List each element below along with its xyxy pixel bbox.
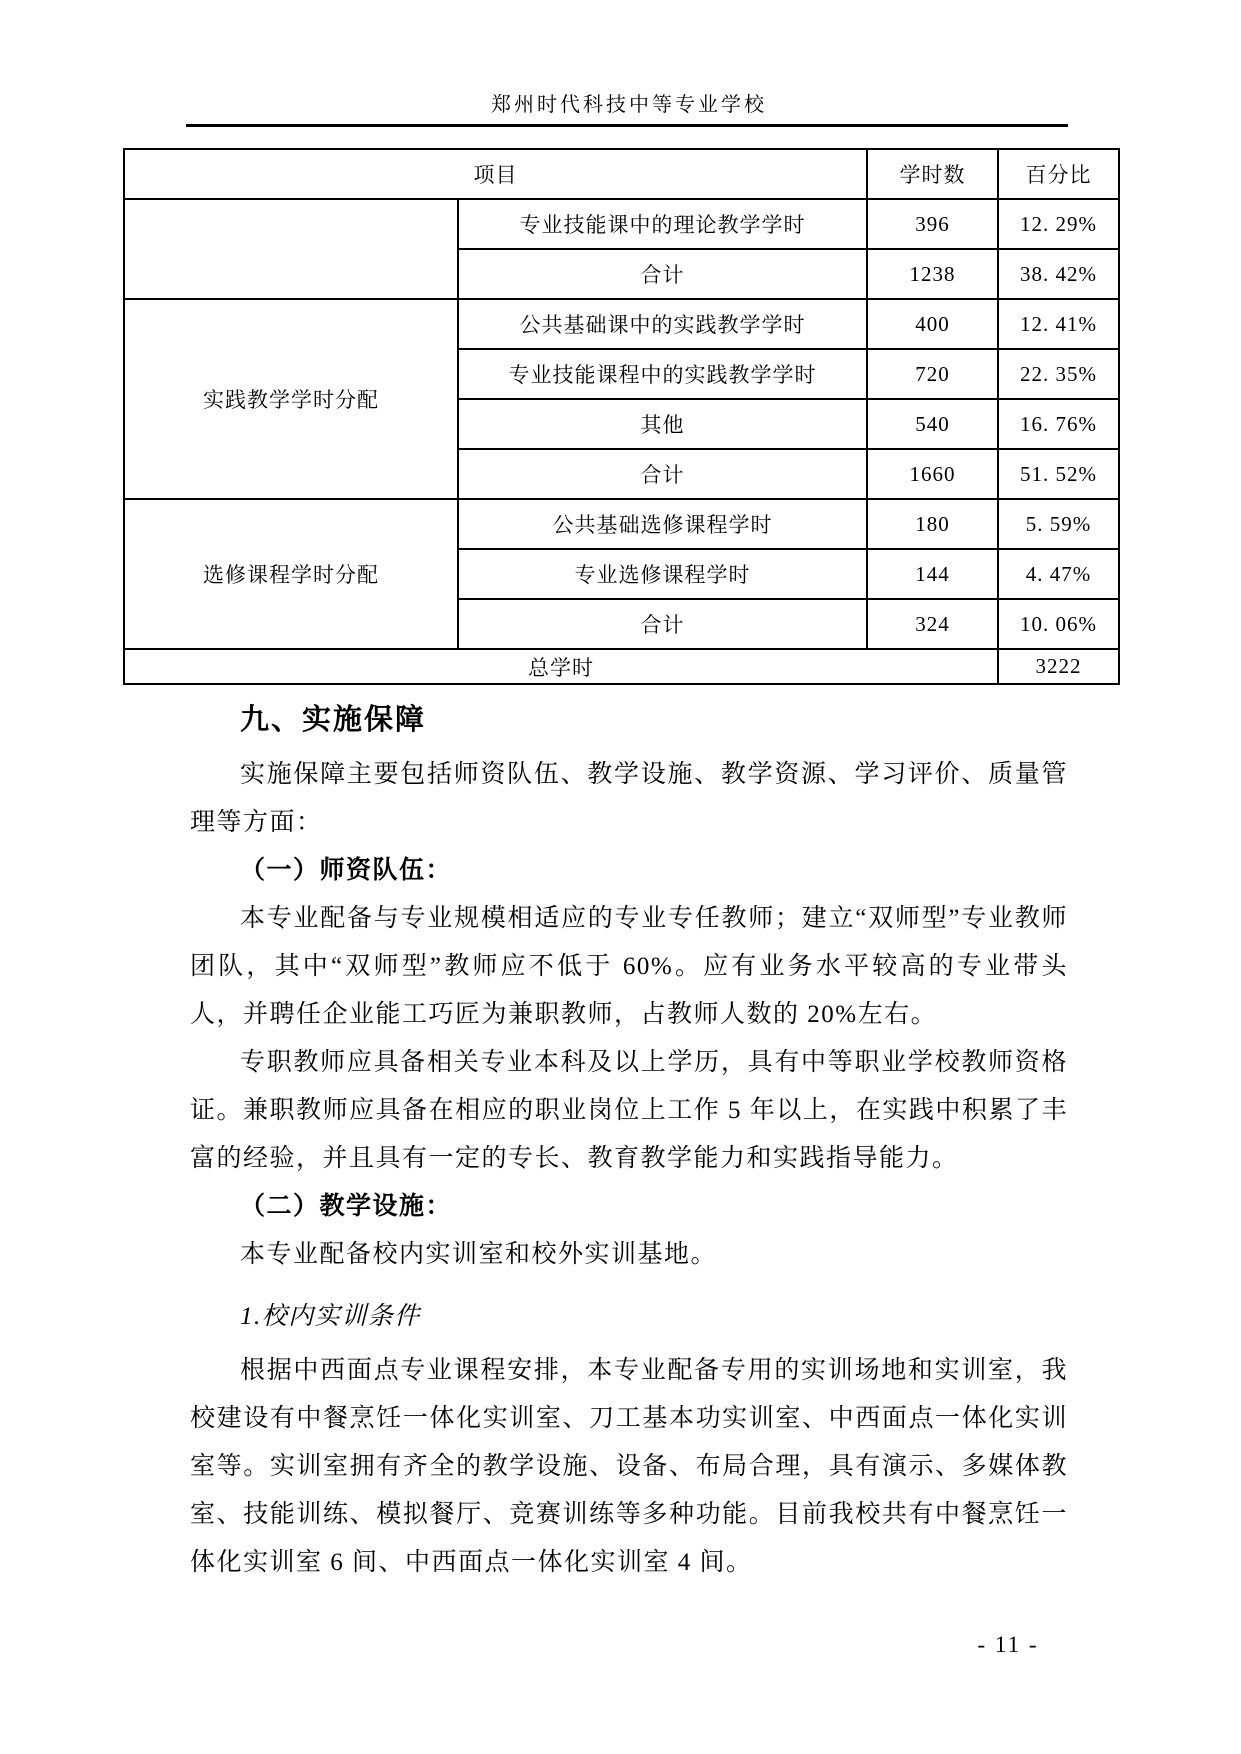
total-label-cell: 总学时 xyxy=(124,649,998,684)
table-row xyxy=(124,299,1119,349)
page-number: - 11 - xyxy=(977,1632,1039,1657)
item-cell: 合计 xyxy=(458,599,867,649)
percent-cell: 38. 42% xyxy=(998,249,1119,299)
paragraph-teachers-1: 本专业配备与专业规模相适应的专业专任教师；建立“双师型”专业教师团队，其中“双师型”教师应不低于 60%。应有业务水平较高的专业带头人，并聘任企业能工巧匠为兼职教师，占教师人数的 20%左右。 xyxy=(190,905,1068,1028)
column-header-hours: 学时数 xyxy=(867,149,998,199)
percent-cell: 51. 52% xyxy=(998,449,1119,499)
table-total-row xyxy=(124,649,1119,684)
item-cell: 合计 xyxy=(458,449,867,499)
table-row xyxy=(124,199,1119,249)
hours-cell: 324 xyxy=(867,599,998,649)
column-header-project: 项目 xyxy=(124,149,867,199)
group-label-cell xyxy=(124,199,458,299)
paragraph-facilities-2: 根据中西面点专业课程安排，本专业配备专用的实训场地和实训室，我校建设有中餐烹饪一体化实训室、刀工基本功实训室、中西面点一体化实训室等。实训室拥有齐全的教学设施、设备、布局合理，具有演示、多媒体教室、技能训练、模拟餐厅、竞赛训练等多种功能。目前我校共有中餐烹饪一体化实训室 6 间、中西面点一体化实训室 4 间。 xyxy=(190,1357,1068,1576)
subheading-teachers: （一）师资队伍： xyxy=(240,857,453,884)
paragraph-intro: 实施保障主要包括师资队伍、教学设施、教学资源、学习评价、质量管理等方面： xyxy=(190,761,1068,836)
hours-cell: 400 xyxy=(867,299,998,349)
hours-cell: 720 xyxy=(867,349,998,399)
body-text xyxy=(190,751,1068,1587)
percent-cell: 5. 59% xyxy=(998,499,1119,549)
hours-cell: 540 xyxy=(867,399,998,449)
subitem-campus-training: 1.校内实训条件 xyxy=(240,1303,421,1330)
item-cell: 其他 xyxy=(458,399,867,449)
percent-cell: 22. 35% xyxy=(998,349,1119,399)
hours-cell: 396 xyxy=(867,199,998,249)
group-label-cell: 实践教学学时分配 xyxy=(124,299,458,499)
percent-cell: 10. 06% xyxy=(998,599,1119,649)
item-cell: 专业技能课中的理论教学学时 xyxy=(458,199,867,249)
hours-cell: 1660 xyxy=(867,449,998,499)
hours-distribution-table xyxy=(123,148,1120,685)
total-value-cell: 3222 xyxy=(998,649,1119,684)
hours-cell: 180 xyxy=(867,499,998,549)
paragraph-teachers-2: 专职教师应具备相关专业本科及以上学历，具有中等职业学校教师资格证。兼职教师应具备在相应的职业岗位上工作 5 年以上，在实践中积累了丰富的经验，并且具有一定的专长、教育教学能力和实践指导能力。 xyxy=(190,1049,1068,1172)
table-header-row xyxy=(124,149,1119,199)
item-cell: 公共基础课中的实践教学学时 xyxy=(458,299,867,349)
header-rule xyxy=(186,124,1068,127)
item-cell: 公共基础选修课程学时 xyxy=(458,499,867,549)
percent-cell: 12. 41% xyxy=(998,299,1119,349)
page-header-title: 郑州时代科技中等专业学校 xyxy=(491,94,767,116)
group-label-cell: 选修课程学时分配 xyxy=(124,499,458,649)
column-header-percent: 百分比 xyxy=(998,149,1119,199)
percent-cell: 4. 47% xyxy=(998,549,1119,599)
item-cell: 专业选修课程学时 xyxy=(458,549,867,599)
paragraph-facilities-1: 本专业配备校内实训室和校外实训基地。 xyxy=(240,1241,718,1268)
subheading-facilities: （二）教学设施： xyxy=(240,1193,453,1220)
hours-cell: 1238 xyxy=(867,249,998,299)
item-cell: 合计 xyxy=(458,249,867,299)
item-cell: 专业技能课程中的实践教学学时 xyxy=(458,349,867,399)
hours-cell: 144 xyxy=(867,549,998,599)
table-row xyxy=(124,499,1119,549)
percent-cell: 16. 76% xyxy=(998,399,1119,449)
section-heading: 九、实施保障 xyxy=(240,704,427,736)
percent-cell: 12. 29% xyxy=(998,199,1119,249)
